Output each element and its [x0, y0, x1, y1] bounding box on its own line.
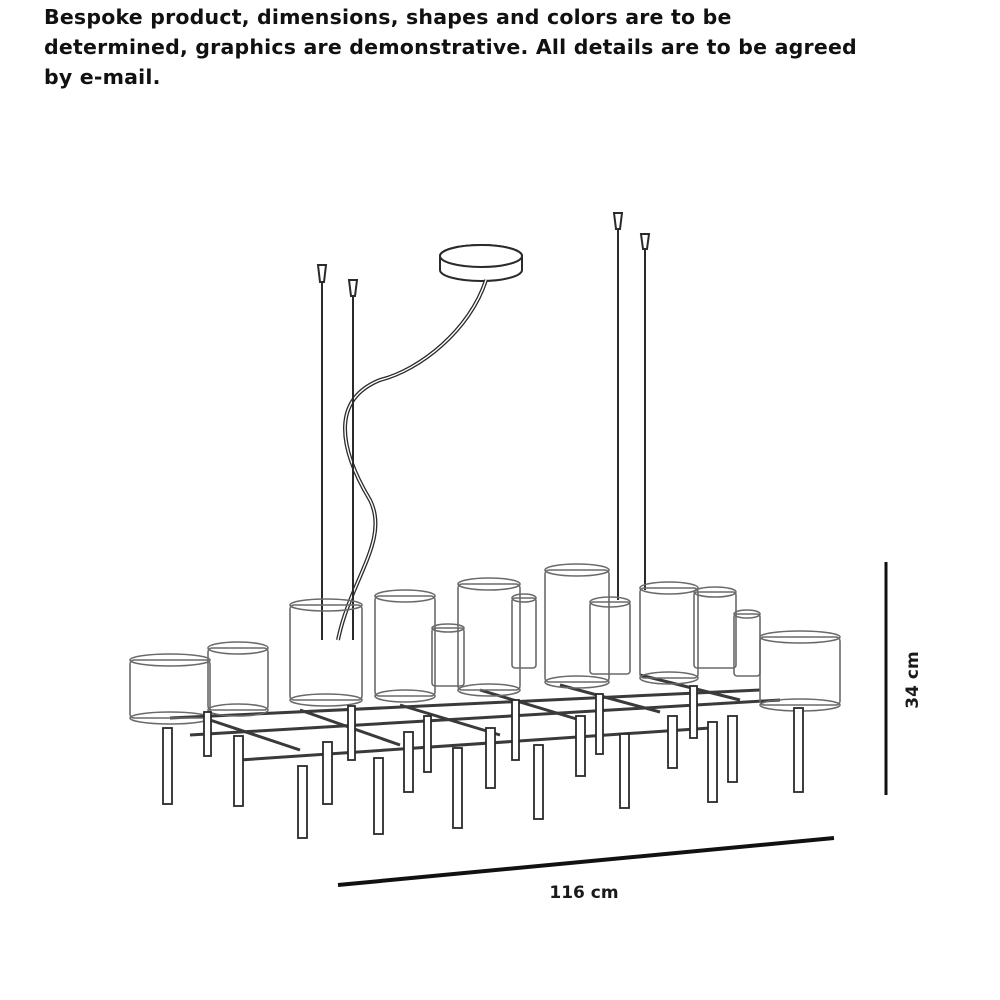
ceiling-canopy — [440, 245, 522, 281]
shade — [375, 590, 435, 702]
shade — [545, 564, 609, 688]
shade — [290, 599, 362, 706]
height-dimension-label: 34 cm — [903, 651, 923, 709]
disclaimer-note: Bespoke product, dimensions, shapes and colors are to be determined, graphics are demonstrative. All details are to be agreed by e-mail. — [44, 5, 857, 89]
shade — [208, 642, 268, 716]
lamp-rods — [163, 686, 803, 838]
frame-grid — [170, 675, 780, 760]
shade — [694, 587, 736, 668]
width-dimension-line — [338, 838, 834, 885]
glass-shades — [130, 564, 840, 724]
shade — [130, 654, 210, 724]
width-dimension-label: 116 cm — [549, 883, 619, 903]
shade — [640, 582, 698, 684]
shade — [734, 610, 760, 676]
power-cable — [338, 280, 486, 640]
shade — [590, 597, 630, 674]
shade — [432, 624, 464, 686]
shade — [512, 594, 536, 668]
shade — [458, 578, 520, 696]
